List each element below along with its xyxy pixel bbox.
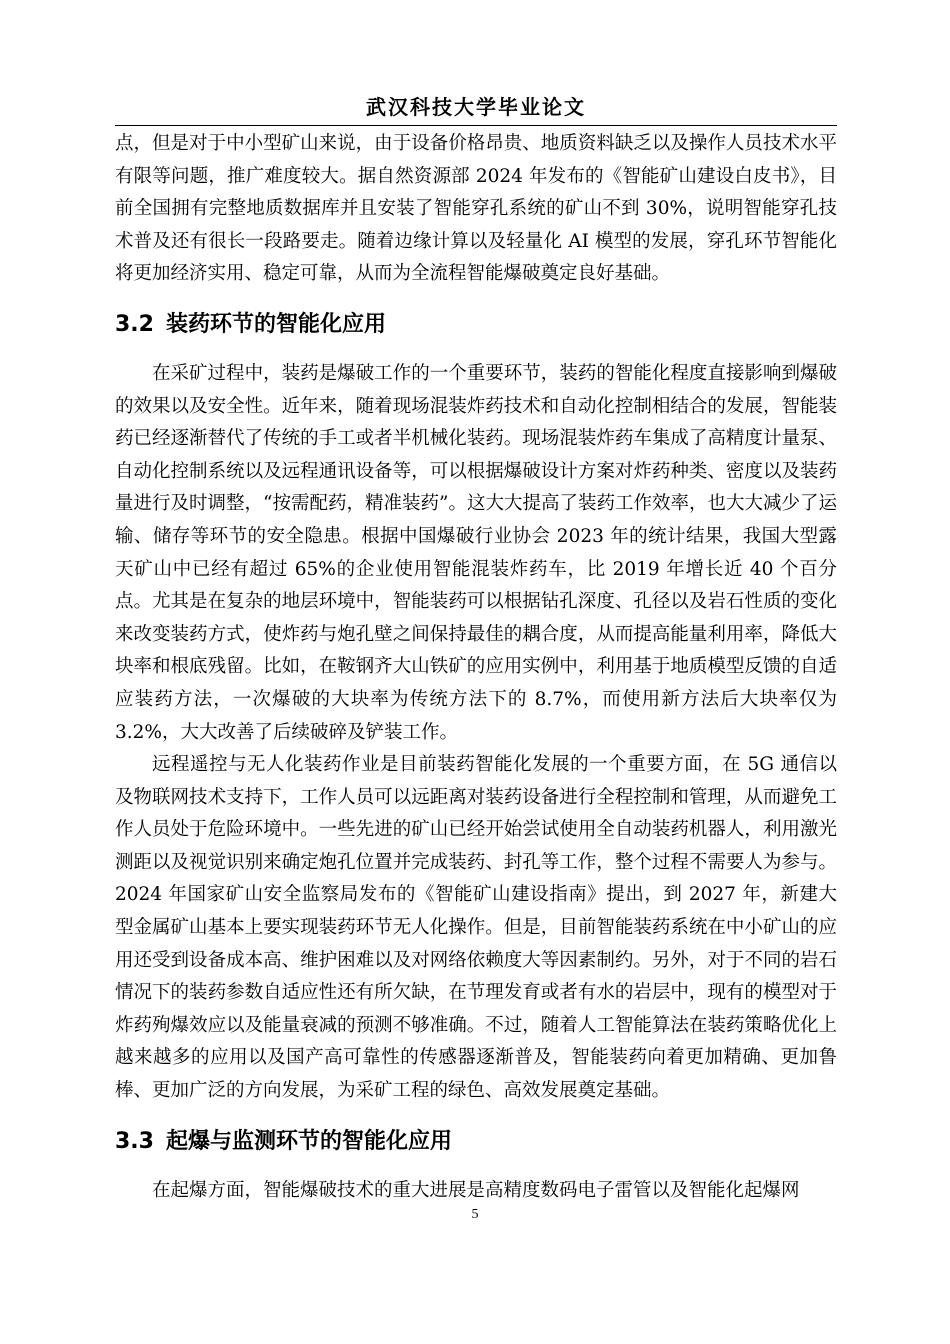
section-number: 3.3 xyxy=(115,1128,154,1154)
section-number: 3.2 xyxy=(115,311,154,337)
page-number: 5 xyxy=(471,1207,479,1222)
header-divider-line xyxy=(115,125,837,126)
body-paragraph: 在起爆方面，智能爆破技术的重大进展是高精度数码电子雷管以及智能化起爆网 xyxy=(152,1179,800,1201)
document-running-header: 武汉科技大学毕业论文 xyxy=(366,95,586,119)
section-3-3-heading xyxy=(115,1108,837,1175)
section-3-2-heading xyxy=(115,291,837,358)
document-body xyxy=(115,128,837,1207)
continuation-paragraph: 点，但是对于中小型矿山来说，由于设备价格昂贵、地质资料缺乏以及操作人员技术水平有限等问题，推广难度较大。据自然资源部 2024 年发布的《智能矿山建设白皮书》，目前全国拥有完整地质数据库并且安装了智能穿孔系统的矿山不到 30%，说明智能穿孔技术普及还有很长一段路要走。随着边缘计算以及轻量化 AI 模型的发展，穿孔环节智能化将更加经济实用、稳定可靠，从而为全流程智能爆破奠定良好基础。 xyxy=(115,133,837,285)
section-title: 装药环节的智能化应用 xyxy=(165,311,386,337)
body-paragraph: 远程遥控与无人化装药作业是目前装药智能化发展的一个重要方面，在 5G 通信以及物联网技术支持下，工作人员可以远距离对装药设备进行全程控制和管理，从而避免工作人员处于危险环境中。一些先进的矿山已经开始尝试使用全自动装药机器人，利用激光测距以及视觉识别来确定炮孔位置并完成装药、封孔等工作，整个过程不需要人为参与。2024 年国家矿山安全监察局发布的《智能矿山建设指南》提出，到 2027 年，新建大型金属矿山基本上要实现装药环节无人化操作。但是，目前智能装药系统在中小矿山的应用还受到设备成本高、维护困难以及对网络依赖度大等因素制约。另外，对于不同的岩石情况下的装药参数自适应性还有所欠缺，在节理发育或者有水的岩层中，现有的模型对于炸药殉爆效应以及能量衰减的预测不够准确。不过，随着人工智能算法在装药策略优化上越来越多的应用以及国产高可靠性的传感器逐渐普及，智能装药向着更加精确、更加鲁棒、更加广泛的方向发展，为采矿工程的绿色、高效发展奠定基础。 xyxy=(115,754,837,1102)
body-paragraph: 在采矿过程中，装药是爆破工作的一个重要环节，装药的智能化程度直接影响到爆破的效果以及安全性。近年来，随着现场混装炸药技术和自动化控制相结合的发展，智能装药已经逐渐替代了传统的手工或者半机械化装药。现场混装炸药车集成了高精度计量泵、自动化控制系统以及远程通讯设备等，可以根据爆破设计方案对炸药种类、密度以及装药量进行及时调整，“按需配药，精准装药”。这大大提高了装药工作效率，也大大减少了运输、储存等环节的安全隐患。根据中国爆破行业协会 2023 年的统计结果，我国大型露天矿山中已经有超过 65%的企业使用智能混装炸药车，比 2019 年增长近 40 个百分点。尤其是在复杂的地层环境中，智能装药可以根据钻孔深度、孔径以及岩石性质的变化来改变装药方式，使炸药与炮孔壁之间保持最佳的耦合度，从而提高能量利用率，降低大块率和根底残留。比如，在鞍钢齐大山铁矿的应用实例中，利用基于地质模型反馈的自适应装药方法，一次爆破的大块率为传统方法下的 8.7%，而使用新方法后大块率仅为 3.2%，大大改善了后续破碎及铲装工作。 xyxy=(115,362,837,743)
section-title: 起爆与监测环节的智能化应用 xyxy=(165,1128,452,1154)
